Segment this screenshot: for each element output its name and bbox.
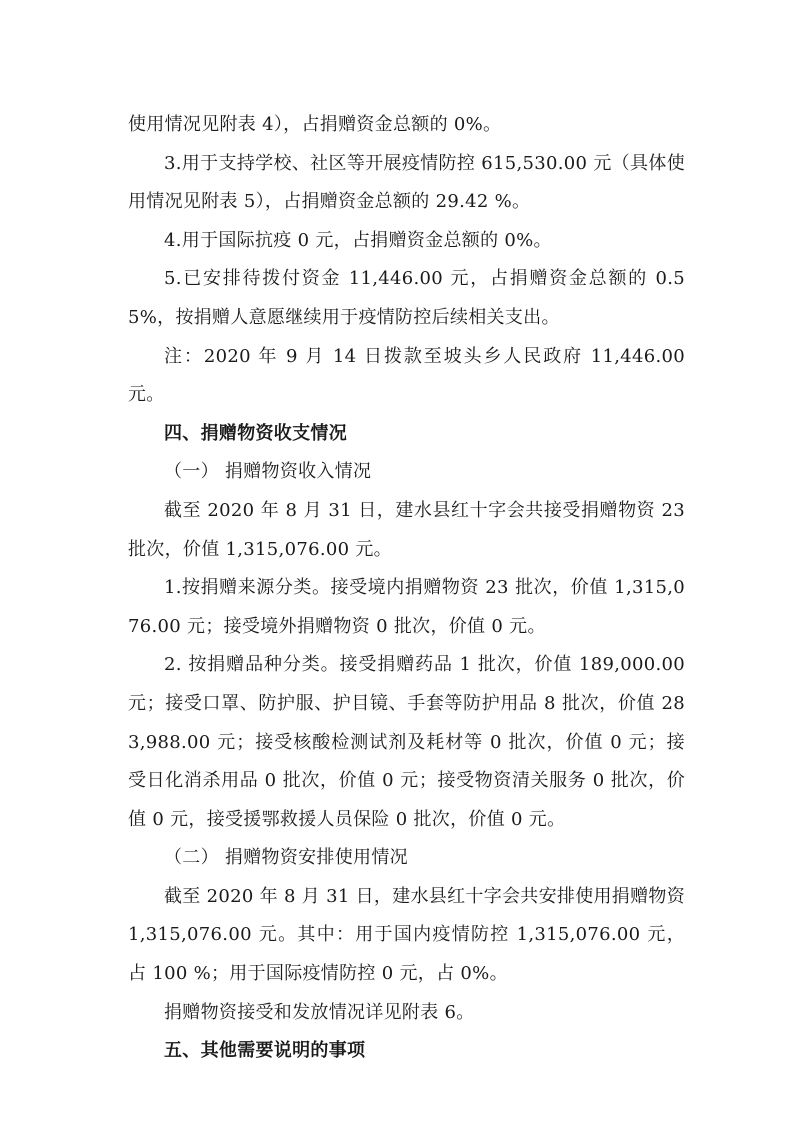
paragraph-continuation-table4: 使用情况见附表 4），占捐赠资金总额的 0%。 [128, 114, 502, 135]
paragraph-material-total: 截至 2020 年 8 月 31 日，建水县红十字会共接受捐赠物资 23 批次，价值 1,315,076.00 元。 [128, 499, 685, 560]
paragraph-pending-funds: 5.已安排待拨付资金 11,446.00 元，占捐赠资金总额的 0.55%，按捐赠人意愿继续用于疫情防控后续相关支出。 [128, 268, 685, 328]
paragraph-usage-total: 截至 2020 年 8 月 31 日，建水县红十字会共安排使用捐赠物资 1,315,076.00 元。其中：用于国内疫情防控 1,315,076.00 元，占 100 %；用于国际疫情防控 0 元，占 0%。 [128, 885, 685, 985]
document-body [128, 106, 685, 1071]
subheading-material-income: （一） 捐赠物资收入情况 [164, 461, 372, 483]
paragraph-table6-ref: 捐赠物资接受和发放情况详见附表 6。 [164, 1001, 475, 1023]
paragraph-by-type: 2. 按捐赠品种分类。接受捐赠药品 1 批次，价值 189,000.00 元；接受口罩、防护服、护目镜、手套等防护用品 8 批次，价值 283,988.00 元；接受核酸检测试剂及耗材等 0 批次，价值 0 元；接受日化消杀用品 0 批次，价值 0 元；接受物资清关服务 0 批次，价值 0 元，接受援鄂救援人员保险 0 批次，价值 0 元。 [128, 654, 685, 830]
paragraph-international-aid: 4.用于国际抗疫 0 元，占捐赠资金总额的 0%。 [164, 229, 552, 251]
section-heading-4: 四、捐赠物资收支情况 [164, 422, 347, 444]
paragraph-note: 注：2020 年 9 月 14 日拨款至坡头乡人民政府 11,446.00 元。 [128, 345, 685, 406]
section-heading-5: 五、其他需要说明的事项 [164, 1040, 366, 1062]
paragraph-schools-communities: 3.用于支持学校、社区等开展疫情防控 615,530.00 元（具体使用情况见附表 5），占捐赠资金总额的 29.42 %。 [128, 152, 685, 213]
subheading-material-usage: （二） 捐赠物资安排使用情况 [164, 847, 408, 869]
paragraph-by-source: 1.按捐赠来源分类。接受境内捐赠物资 23 批次，价值 1,315,076.00 元；接受境外捐赠物资 0 批次，价值 0 元。 [128, 577, 685, 637]
